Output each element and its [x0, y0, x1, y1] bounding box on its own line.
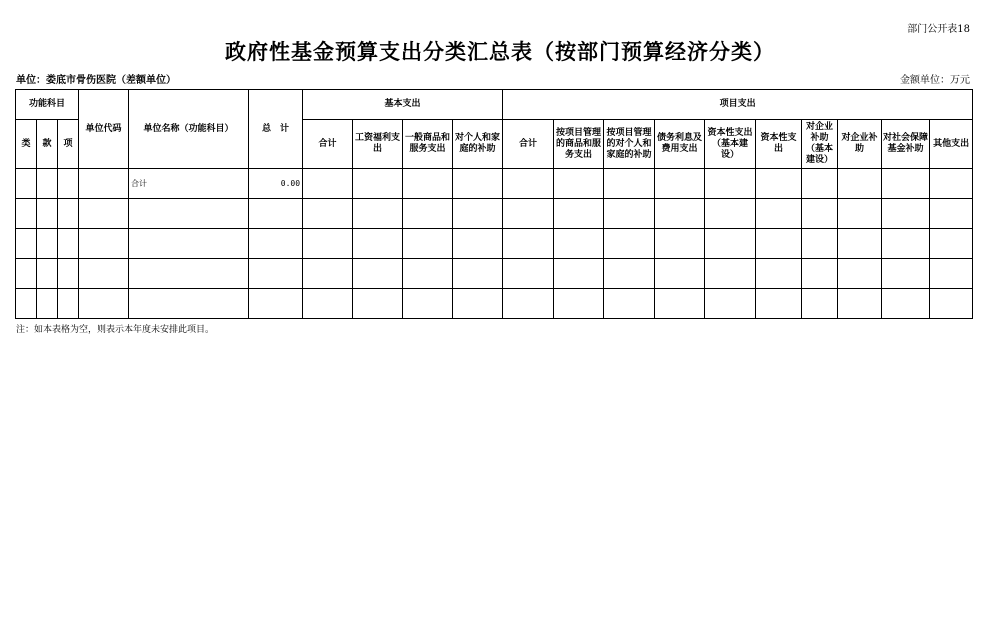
table-cell — [37, 199, 58, 229]
table-cell — [604, 229, 655, 259]
table-cell — [604, 289, 655, 319]
table-cell — [604, 169, 655, 199]
table-cell — [58, 169, 79, 199]
table-cell — [453, 199, 503, 229]
project-col-header: 债务利息及费用支出 — [655, 120, 705, 169]
table-cell — [554, 229, 604, 259]
table-cell — [353, 289, 403, 319]
unit-code-header: 单位代码 — [79, 90, 129, 169]
table-cell — [58, 199, 79, 229]
table-cell — [353, 169, 403, 199]
table-cell — [79, 289, 129, 319]
table-cell — [453, 259, 503, 289]
unit-name-cell — [129, 199, 249, 229]
basic-col-header: 对个人和家庭的补助 — [453, 120, 503, 169]
project-col-header: 资本性支出（基本建设） — [705, 120, 756, 169]
unit-name-cell — [129, 259, 249, 289]
grand-total-header: 总 计 — [249, 90, 303, 169]
table-cell — [554, 169, 604, 199]
table-cell — [930, 199, 973, 229]
table-cell — [353, 259, 403, 289]
table-row — [16, 199, 973, 229]
project-col-header: 其他支出 — [930, 120, 973, 169]
table-cell — [79, 229, 129, 259]
form-number: 部门公开表18 — [907, 24, 970, 35]
money-unit: 金额单位：万元 — [900, 75, 970, 86]
table-cell — [58, 289, 79, 319]
basic-col-header: 合计 — [303, 120, 353, 169]
table-cell — [838, 289, 882, 319]
table-cell — [503, 259, 554, 289]
project-col-header: 对社会保障基金补助 — [882, 120, 930, 169]
table-cell — [403, 229, 453, 259]
table-cell — [882, 229, 930, 259]
table-cell — [403, 259, 453, 289]
basic-col-header: 工资福利支出 — [353, 120, 403, 169]
table-cell — [303, 169, 353, 199]
table-row — [16, 169, 973, 199]
table-cell — [604, 199, 655, 229]
table-cell — [802, 259, 838, 289]
table-cell — [930, 259, 973, 289]
table-cell — [882, 169, 930, 199]
table-cell — [705, 169, 756, 199]
table-cell — [303, 199, 353, 229]
table-cell — [58, 229, 79, 259]
table-cell — [16, 169, 37, 199]
table-row — [16, 229, 973, 259]
table-cell — [16, 289, 37, 319]
table-cell — [705, 199, 756, 229]
table-cell — [882, 199, 930, 229]
table-cell — [353, 199, 403, 229]
grand-total-cell — [249, 259, 303, 289]
basic-col-header: 一般商品和服务支出 — [403, 120, 453, 169]
table-cell — [756, 199, 802, 229]
table-cell — [79, 259, 129, 289]
kuan-header: 款 — [37, 120, 58, 169]
project-col-header: 对企业补助 — [838, 120, 882, 169]
xiang-header: 项 — [58, 120, 79, 169]
table-cell — [655, 289, 705, 319]
table-cell — [930, 169, 973, 199]
table-cell — [756, 259, 802, 289]
table-cell — [353, 229, 403, 259]
table-cell — [930, 229, 973, 259]
basic-expenditure-header: 基本支出 — [303, 90, 503, 120]
grand-total-cell — [249, 229, 303, 259]
unit-name-header: 单位名称（功能科目） — [129, 90, 249, 169]
table-cell — [37, 169, 58, 199]
unit-name-cell: 合计 — [129, 169, 249, 199]
table-cell — [79, 199, 129, 229]
grand-total-cell — [249, 289, 303, 319]
project-col-header: 按项目管理的对个人和家庭的补助 — [604, 120, 655, 169]
table-cell — [756, 229, 802, 259]
table-cell — [554, 289, 604, 319]
table-cell — [16, 229, 37, 259]
table-cell — [37, 229, 58, 259]
table-cell — [655, 259, 705, 289]
table-cell — [705, 259, 756, 289]
table-cell — [503, 289, 554, 319]
table-cell — [37, 259, 58, 289]
project-col-header: 对企业补助（基本建设） — [802, 120, 838, 169]
table-cell — [802, 169, 838, 199]
table-cell — [930, 289, 973, 319]
table-cell — [16, 199, 37, 229]
table-cell — [453, 229, 503, 259]
unit-name-cell — [129, 289, 249, 319]
project-col-header: 合计 — [503, 120, 554, 169]
table-row — [16, 259, 973, 289]
project-col-header: 资本性支出 — [756, 120, 802, 169]
table-cell — [303, 229, 353, 259]
table-cell — [802, 289, 838, 319]
table-cell — [802, 199, 838, 229]
footnote: 注：如本表格为空，则表示本年度未安排此项目。 — [16, 325, 215, 335]
table-cell — [303, 289, 353, 319]
table-cell — [838, 259, 882, 289]
reporting-unit: 单位：娄底市骨伤医院（差额单位） — [16, 75, 176, 86]
table-cell — [453, 289, 503, 319]
unit-name-cell — [129, 229, 249, 259]
table-row — [16, 289, 973, 319]
table-cell — [838, 229, 882, 259]
table-cell — [802, 229, 838, 259]
table-cell — [303, 259, 353, 289]
grand-total-cell: 0.00 — [249, 169, 303, 199]
lei-header: 类 — [16, 120, 37, 169]
table-cell — [16, 259, 37, 289]
project-expenditure-header: 项目支出 — [503, 90, 973, 120]
table-cell — [79, 169, 129, 199]
project-col-header: 按项目管理的商品和服务支出 — [554, 120, 604, 169]
table-cell — [503, 229, 554, 259]
table-cell — [756, 169, 802, 199]
table-cell — [503, 169, 554, 199]
table-cell — [554, 199, 604, 229]
table-cell — [882, 259, 930, 289]
table-cell — [37, 289, 58, 319]
table-cell — [403, 169, 453, 199]
table-cell — [58, 259, 79, 289]
table-cell — [554, 259, 604, 289]
table-cell — [403, 289, 453, 319]
table-cell — [756, 289, 802, 319]
table-cell — [882, 289, 930, 319]
table-cell — [604, 259, 655, 289]
table-cell — [838, 199, 882, 229]
table-cell — [655, 229, 705, 259]
table-cell — [655, 169, 705, 199]
table-cell — [655, 199, 705, 229]
table-cell — [705, 229, 756, 259]
page-title: 政府性基金预算支出分类汇总表（按部门预算经济分类） — [225, 40, 775, 64]
table-cell — [403, 199, 453, 229]
table-cell — [705, 289, 756, 319]
expenditure-table — [15, 89, 973, 319]
table-cell — [503, 199, 554, 229]
header-row-1 — [16, 90, 973, 120]
func-subject-header: 功能科目 — [16, 90, 79, 120]
table-cell — [453, 169, 503, 199]
grand-total-cell — [249, 199, 303, 229]
table-cell — [838, 169, 882, 199]
